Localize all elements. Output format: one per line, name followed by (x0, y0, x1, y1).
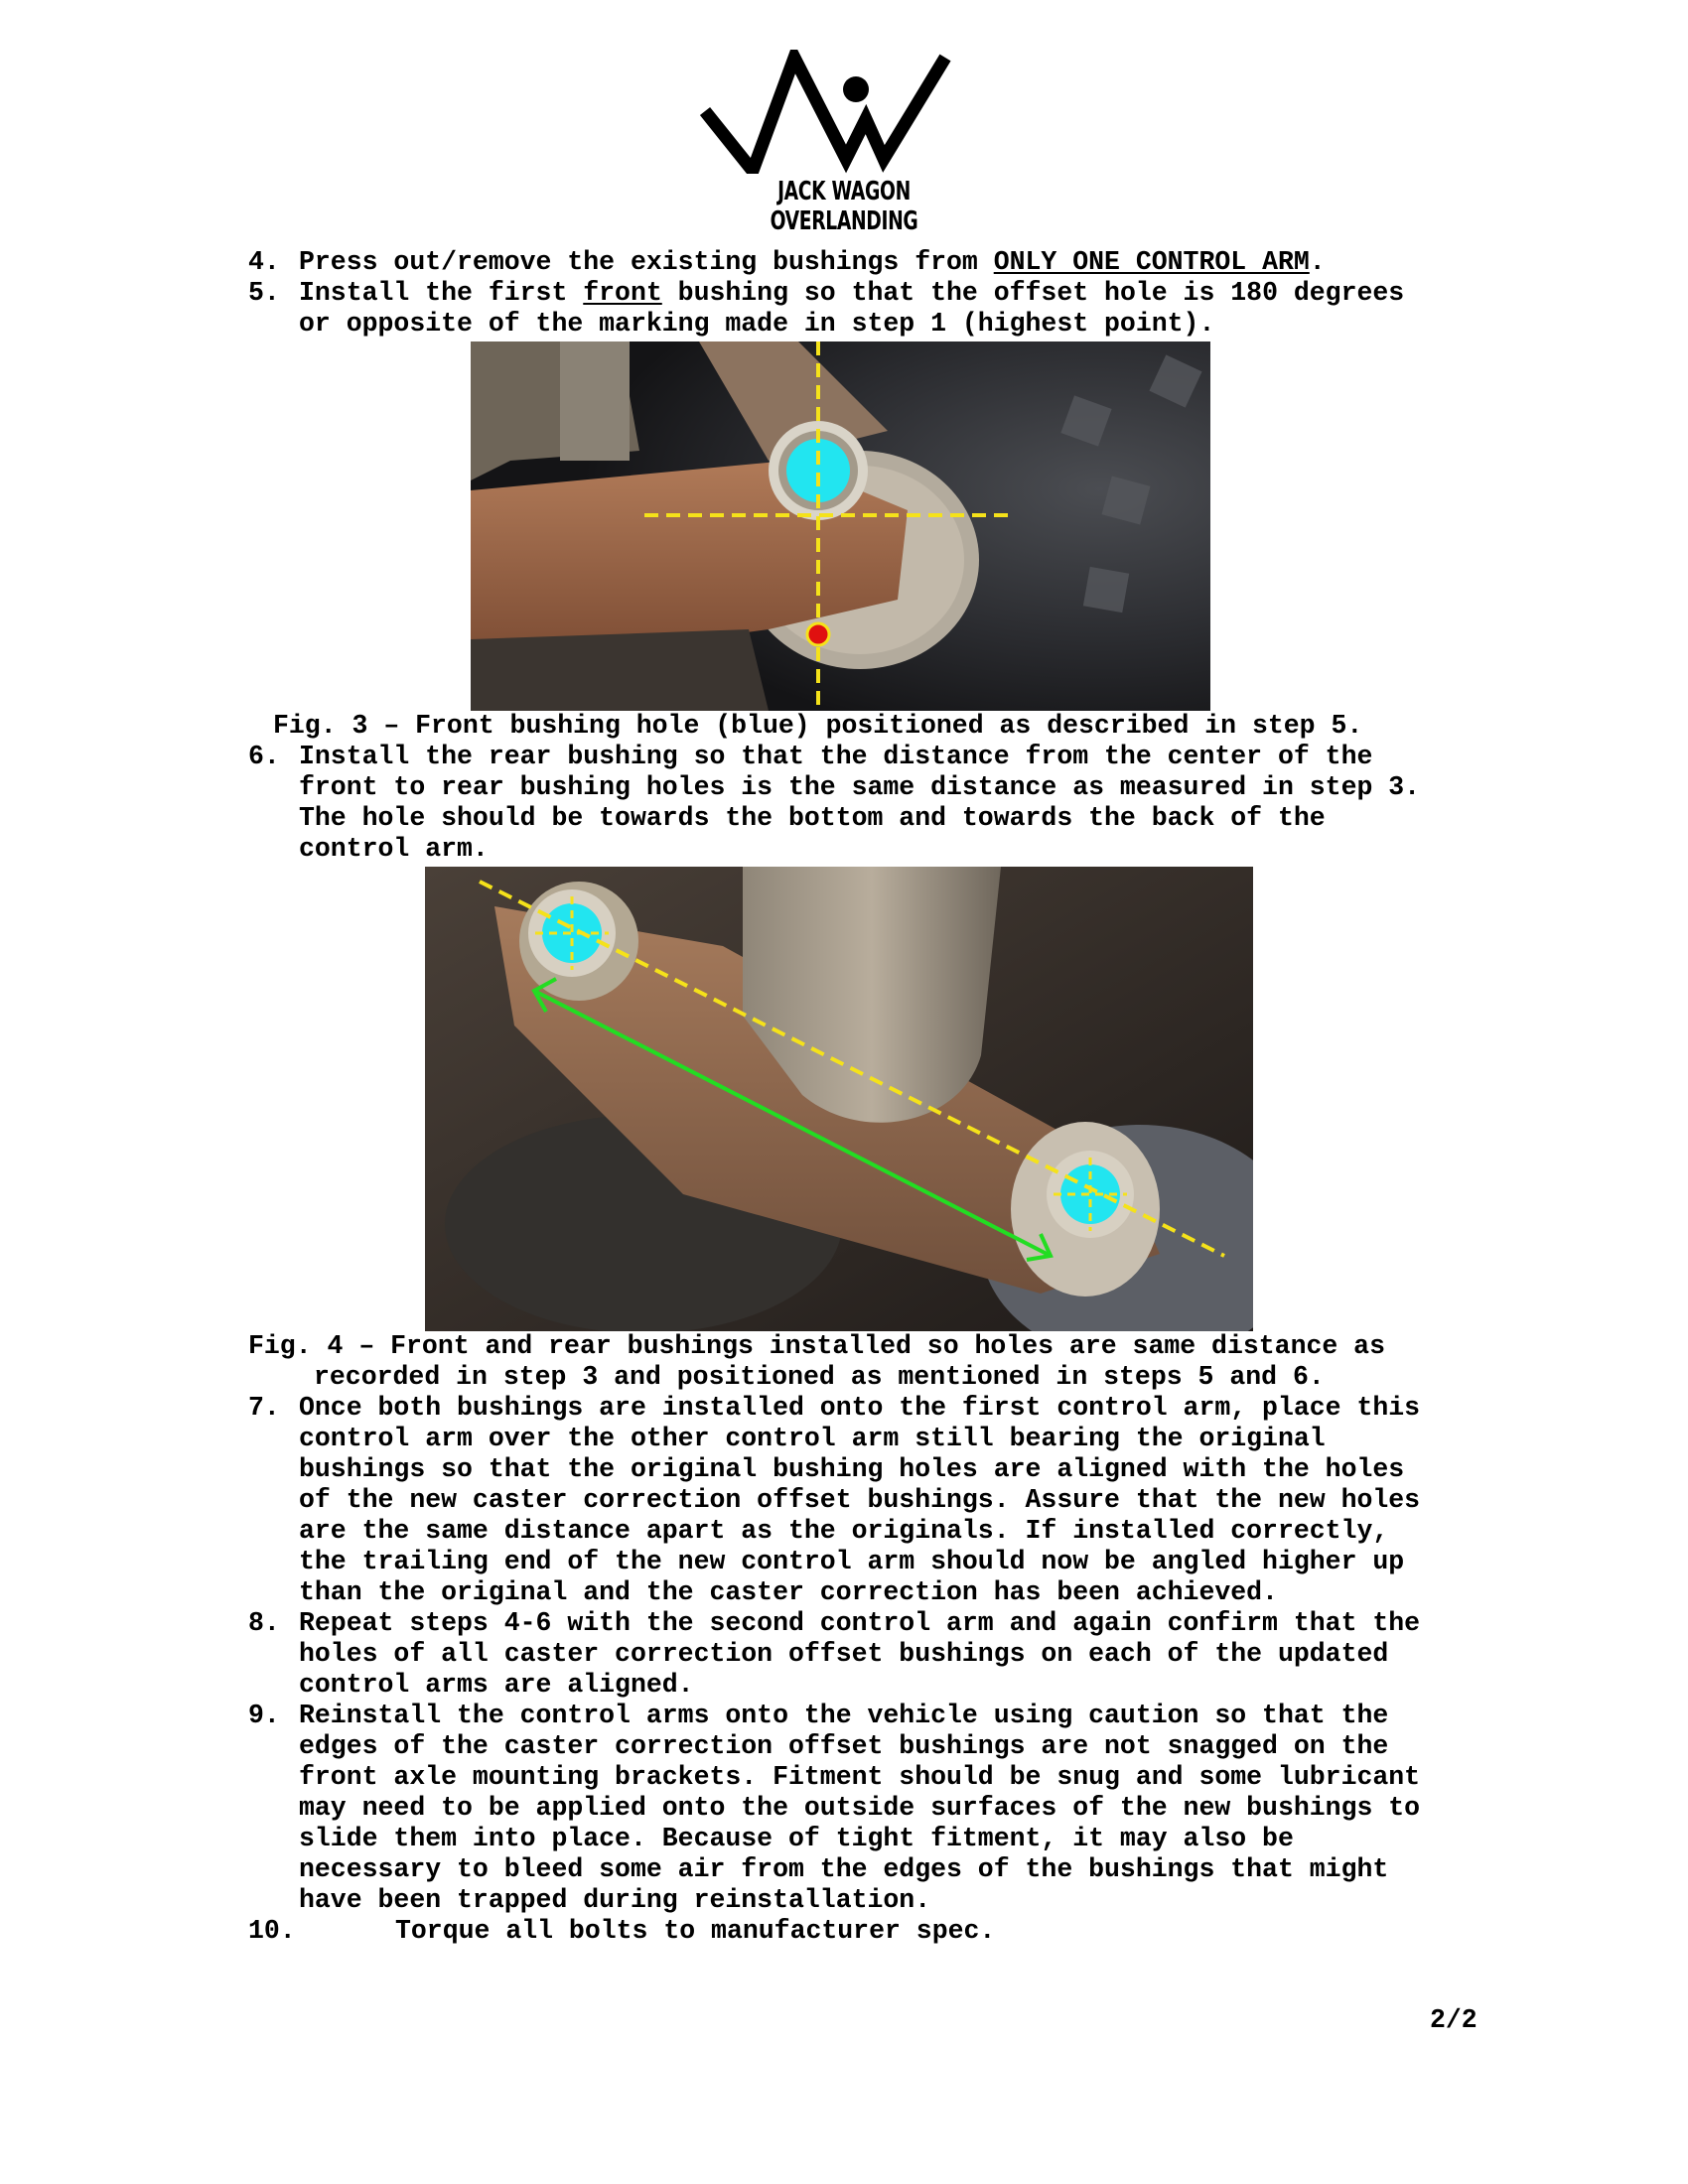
step-4-number: 4. (248, 247, 280, 277)
step-5-text-post: bushing so that the offset hole is 180 degrees (661, 278, 1405, 308)
step-8-line-1: Repeat steps 4-6 with the second control arm and again confirm that the (299, 1608, 1421, 1638)
step-9-line-5: slide them into place. Because of tight fitment, it may also be (299, 1824, 1294, 1853)
step-10-text: Torque all bolts to manufacturer spec. (395, 1916, 996, 1946)
step-9-line-7: have been trapped during reinstallation. (299, 1885, 931, 1915)
step-7-line-4: of the new caster correction offset bushings. Assure that the new holes (299, 1485, 1421, 1515)
step-8-line-3: control arms are aligned. (299, 1670, 694, 1700)
step-6-line-4: control arm. (299, 834, 489, 864)
step-7-line-7: than the original and the caster correction has been achieved. (299, 1577, 1278, 1607)
step-9-line-2: edges of the caster correction offset bushings are not snagged on the (299, 1731, 1389, 1761)
step-5-text (299, 278, 1404, 309)
step-6-line-1: Install the rear bushing so that the distance from the center of the (299, 742, 1373, 771)
figure-3-photo (471, 341, 1210, 711)
step-8-line-2: holes of all caster correction offset bushings on each of the updated (299, 1639, 1389, 1669)
step-7-line-3: bushings so that the original bushing holes are aligned with the holes (299, 1454, 1405, 1484)
brand-name: JACK WAGON OVERLANDING (770, 177, 918, 236)
step-5-number: 5. (248, 278, 280, 308)
step-4-text (299, 247, 1326, 278)
step-7-line-1: Once both bushings are installed onto the first control arm, place this (299, 1393, 1421, 1423)
step-10-number: 10. (248, 1916, 296, 1946)
step-7-line-5: are the same distance apart as the originals. If installed correctly, (299, 1516, 1389, 1546)
step-9-number: 9. (248, 1701, 280, 1730)
step-9-line-1: Reinstall the control arms onto the vehicle using caution so that the (299, 1701, 1389, 1730)
jwo-logo-mark (695, 50, 993, 174)
step-6-line-2: front to rear bushing holes is the same distance as measured in step 3. (299, 772, 1421, 802)
step-5-text-pre: Install the first (299, 278, 584, 308)
step-5-emphasis: front (583, 278, 662, 308)
step-7-line-6: the trailing end of the new control arm should now be angled higher up (299, 1547, 1405, 1576)
page-number: 2/2 (1430, 2005, 1477, 2035)
step-9-line-6: necessary to bleed some air from the edges of the bushings that might (299, 1854, 1389, 1884)
step-4-emphasis: ONLY ONE CONTROL ARM (993, 247, 1310, 277)
step-5-text-line2: or opposite of the marking made in step 1 (highest point). (299, 309, 1215, 339)
step-7-line-2: control arm over the other control arm still bearing the original (299, 1424, 1326, 1453)
figure-4-caption-line-1: Fig. 4 – Front and rear bushings installed so holes are same distance as (248, 1331, 1385, 1361)
figure-3-caption: Fig. 3 – Front bushing hole (blue) positioned as described in step 5. (273, 711, 1363, 741)
step-9-line-4: may need to be applied onto the outside surfaces of the new bushings to (299, 1793, 1421, 1823)
step-7-number: 7. (248, 1393, 280, 1423)
step-4-text-pre: Press out/remove the existing bushings from (299, 247, 994, 277)
step-6-number: 6. (248, 742, 280, 771)
figure-4-photo (425, 867, 1253, 1331)
brand-logo (695, 50, 993, 236)
step-8-number: 8. (248, 1608, 280, 1638)
step-9-line-3: front axle mounting brackets. Fitment should be snug and some lubricant (299, 1762, 1421, 1792)
step-6-line-3: The hole should be towards the bottom and towards the back of the (299, 803, 1326, 833)
step-4-text-post: . (1309, 247, 1326, 277)
figure-4-caption-line-2: recorded in step 3 and positioned as mentioned in steps 5 and 6. (314, 1362, 1325, 1392)
